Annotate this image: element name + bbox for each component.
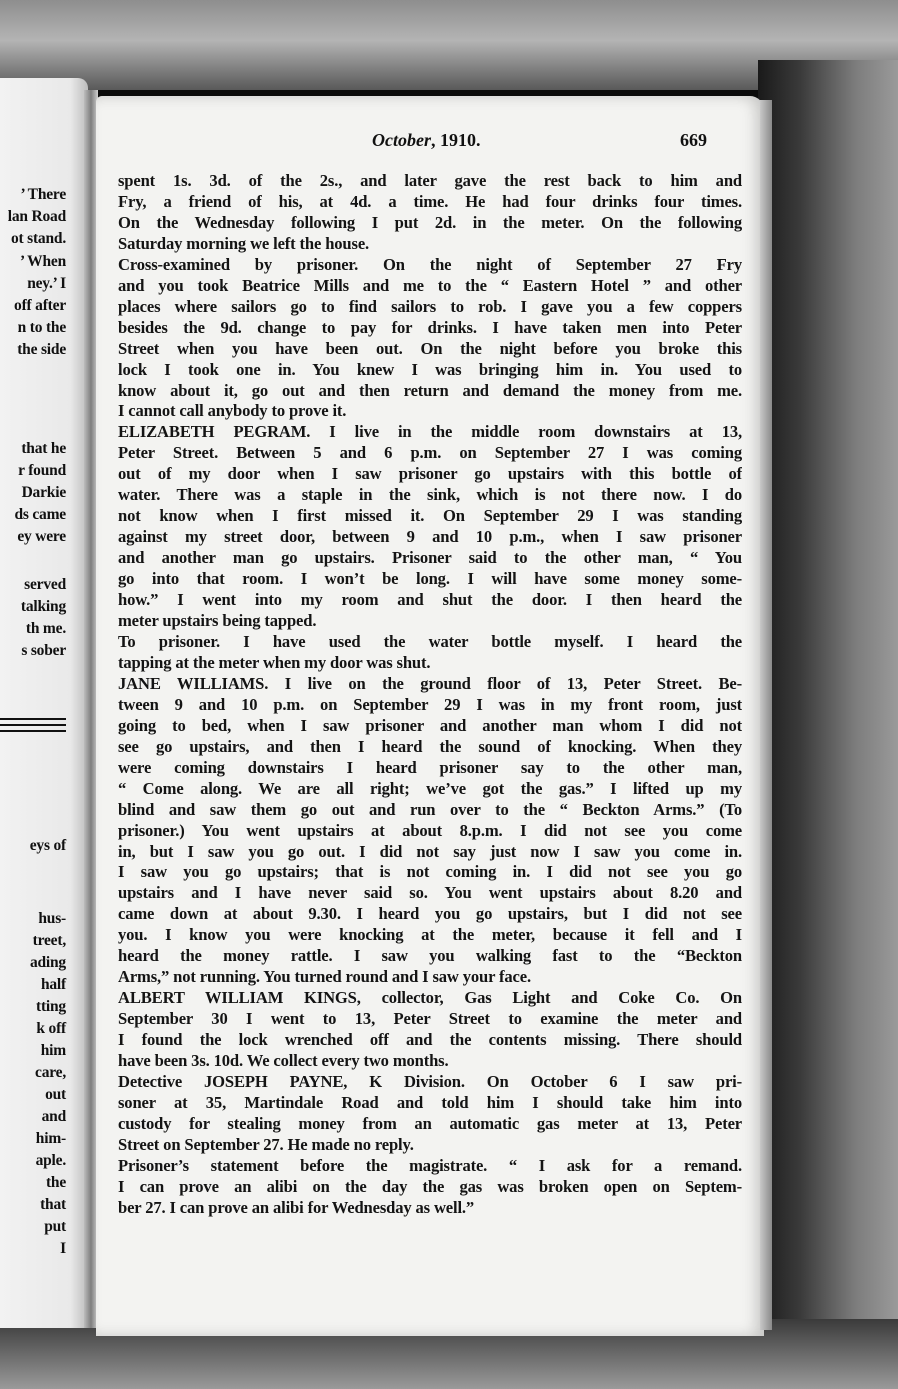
text-line: and another man go upstairs. Prisoner said to the other man, “ You xyxy=(118,548,742,568)
text-line: came down at about 9.30. I heard you go upstairs, but I did not see xyxy=(118,904,742,924)
facing-page-text-fragment: off after xyxy=(14,297,66,314)
facing-page-text-fragment: tting xyxy=(35,998,66,1015)
page-number: 669 xyxy=(680,130,707,150)
running-head-date: October, 1910. xyxy=(372,130,481,150)
text-line: I found the lock wrenched off and the contents missing. There should xyxy=(118,1030,742,1050)
text-line: I cannot call anybody to prove it. xyxy=(118,401,347,421)
facing-page-text-fragment: served xyxy=(24,576,66,593)
text-line: were coming downstairs I heard prisoner say to the other man, xyxy=(118,757,742,777)
text-line: spent 1s. 3d. of the 2s., and later gave the rest back to him and xyxy=(118,171,742,190)
text-line: have been 3s. 10d. We collect every two months. xyxy=(118,1051,449,1071)
facing-page-text-fragment: lan Road xyxy=(7,208,66,225)
text-line: ber 27. I can prove an alibi for Wednesday as well.” xyxy=(118,1197,475,1217)
facing-page-text-fragment: out xyxy=(45,1086,66,1103)
facing-page-text-fragment: ds came xyxy=(14,506,66,523)
text-line: Arms,” not running. You turned round and I saw your face. xyxy=(118,967,531,987)
text-line: heard the money rattle. I saw you walking fast to the “Beckton xyxy=(118,946,742,966)
facing-page-text-fragment: put xyxy=(44,1218,66,1235)
text-line: Saturday morning we left the house. xyxy=(118,233,370,253)
text-line: To prisoner. I have used the water bottle myself. I heard the xyxy=(118,631,742,651)
text-line: not know when I first missed it. On September 29 I was standing xyxy=(118,506,742,526)
page-header xyxy=(96,130,764,154)
text-line: and you took Beatrice Mills and me to the “ Eastern Hotel ” and other xyxy=(118,275,742,295)
facing-page-text-fragment: the xyxy=(45,1174,66,1191)
facing-page-text-fragment: ney.’ I xyxy=(27,275,66,292)
text-line: places where sailors go to find sailors to rob. I gave you a few coppers xyxy=(118,296,742,316)
facing-page-text-fragment: care, xyxy=(35,1064,66,1081)
facing-page-text-fragment: ey were xyxy=(17,528,66,545)
page-body-text xyxy=(118,171,742,1219)
facing-page-text-fragment: ading xyxy=(29,954,66,971)
text-line: see go upstairs, and then I heard the sound of knocking. When they xyxy=(118,736,742,756)
text-line: tween 9 and 10 p.m. on September 29 I was in my front room, just xyxy=(118,694,742,714)
section-rule xyxy=(0,718,66,720)
facing-page-text-fragment: him- xyxy=(35,1130,66,1147)
facing-page-text-fragment: I xyxy=(60,1240,66,1257)
facing-page-text-fragment: him xyxy=(40,1042,66,1059)
section-rule xyxy=(0,724,66,726)
facing-page-text-fragment: eys of xyxy=(29,837,66,854)
text-line: soner at 35, Martindale Road and told him I should take him into xyxy=(118,1092,742,1112)
text-line: blind and saw them go out and run over to the “ Beckton Arms.” (To xyxy=(118,799,742,819)
text-line: Prisoner’s statement before the magistrate. “ I ask for a remand. xyxy=(118,1155,742,1175)
facing-page-text-fragment: talking xyxy=(20,598,66,615)
text-line: in, but I saw you go out. I did not say just now I saw you come in. xyxy=(118,841,742,861)
facing-page-text-fragment: that xyxy=(40,1196,66,1213)
text-line: ELIZABETH PEGRAM. I live in the middle room downstairs at 13, xyxy=(118,422,742,442)
facing-page-text-fragment: n to the xyxy=(17,319,66,336)
text-line: Cross-examined by prisoner. On the night of September 27 Fry xyxy=(118,254,742,274)
text-line: lock I took one in. You knew I was bringing him in. You used to xyxy=(118,359,742,379)
facing-page-text-fragment: the side xyxy=(17,341,66,358)
facing-page-text-fragment: ’ There xyxy=(20,186,66,203)
text-line: Fry, a friend of his, at 4d. a time. He had four drinks four times. xyxy=(118,191,742,211)
text-line: against my street door, between 9 and 10 p.m., when I saw prisoner xyxy=(118,527,742,547)
facing-page-text-fragment: Darkie xyxy=(21,484,66,501)
text-line: go into that room. I won’t be long. I will have some money some- xyxy=(118,569,742,589)
text-line: you. I know you were knocking at the meter, because it fell and I xyxy=(118,925,742,945)
text-line: going to bed, when I saw prisoner and another man whom I did not xyxy=(118,715,742,735)
facing-page-text-fragment: treet, xyxy=(32,932,66,949)
section-rule xyxy=(0,730,66,732)
text-line: ALBERT WILLIAM KINGS, collector, Gas Light and Coke Co. On xyxy=(118,988,742,1008)
text-line: September 30 I went to 13, Peter Street to examine the meter and xyxy=(118,1009,742,1029)
text-line: tapping at the meter when my door was shut. xyxy=(118,652,431,672)
text-line: “ Come along. We are all right; we’ve got the gas.” I lifted up my xyxy=(118,778,742,798)
text-line: On the Wednesday following I put 2d. in the meter. On the following xyxy=(118,212,742,232)
text-line: besides the 9d. change to pay for drinks. I have taken men into Peter xyxy=(118,317,742,337)
facing-page-text-fragment: k off xyxy=(36,1020,66,1037)
page-edge xyxy=(760,100,772,1330)
text-line: custody for stealing money from an automatic gas meter at 13, Peter xyxy=(118,1113,742,1133)
text-line: Peter Street. Between 5 and 6 p.m. on September 27 I was coming xyxy=(118,443,742,463)
text-line: water. There was a staple in the sink, which is not there now. I do xyxy=(118,485,742,505)
facing-page-text-fragment: ot stand. xyxy=(10,230,66,247)
facing-page-text-fragment: and xyxy=(41,1108,66,1125)
text-line: I can prove an alibi on the day the gas was broken open on Septem- xyxy=(118,1176,742,1196)
facing-page-text-fragment: ’ When xyxy=(19,253,66,270)
text-line: I saw you go upstairs; that is not coming in. I did not see you go xyxy=(118,862,742,882)
text-line: Street on September 27. He made no reply. xyxy=(118,1134,414,1154)
facing-page-text-fragment: r found xyxy=(18,462,66,479)
facing-page-text-fragment: hus- xyxy=(38,910,66,927)
facing-page-text-fragment: aple. xyxy=(35,1152,66,1169)
text-line: know about it, go out and then return and demand the money from me. xyxy=(118,380,742,400)
text-line: JANE WILLIAMS. I live on the ground floor of 13, Peter Street. Be- xyxy=(118,673,742,693)
facing-page-text-fragment: half xyxy=(40,976,66,993)
text-line: prisoner.) You went upstairs at about 8.p.m. I did not see you come xyxy=(118,820,742,840)
facing-page-text-fragment: th me. xyxy=(25,620,66,637)
facing-page-left xyxy=(0,78,88,1328)
text-line: out of my door when I saw prisoner go upstairs with this bottle of xyxy=(118,464,742,484)
facing-page-text-fragment: s sober xyxy=(21,642,66,659)
text-line: meter upstairs being tapped. xyxy=(118,611,317,631)
text-line: how.” I went into my room and shut the door. I then heard the xyxy=(118,590,742,610)
facing-page-text-fragment: that he xyxy=(21,440,66,457)
text-line: Detective JOSEPH PAYNE, K Division. On October 6 I saw pri- xyxy=(118,1071,742,1091)
text-line: upstairs and I have never said so. You went upstairs about 8.20 and xyxy=(118,883,742,903)
background-right xyxy=(758,60,898,1389)
text-line: Street when you have been out. On the night before you broke this xyxy=(118,338,742,358)
